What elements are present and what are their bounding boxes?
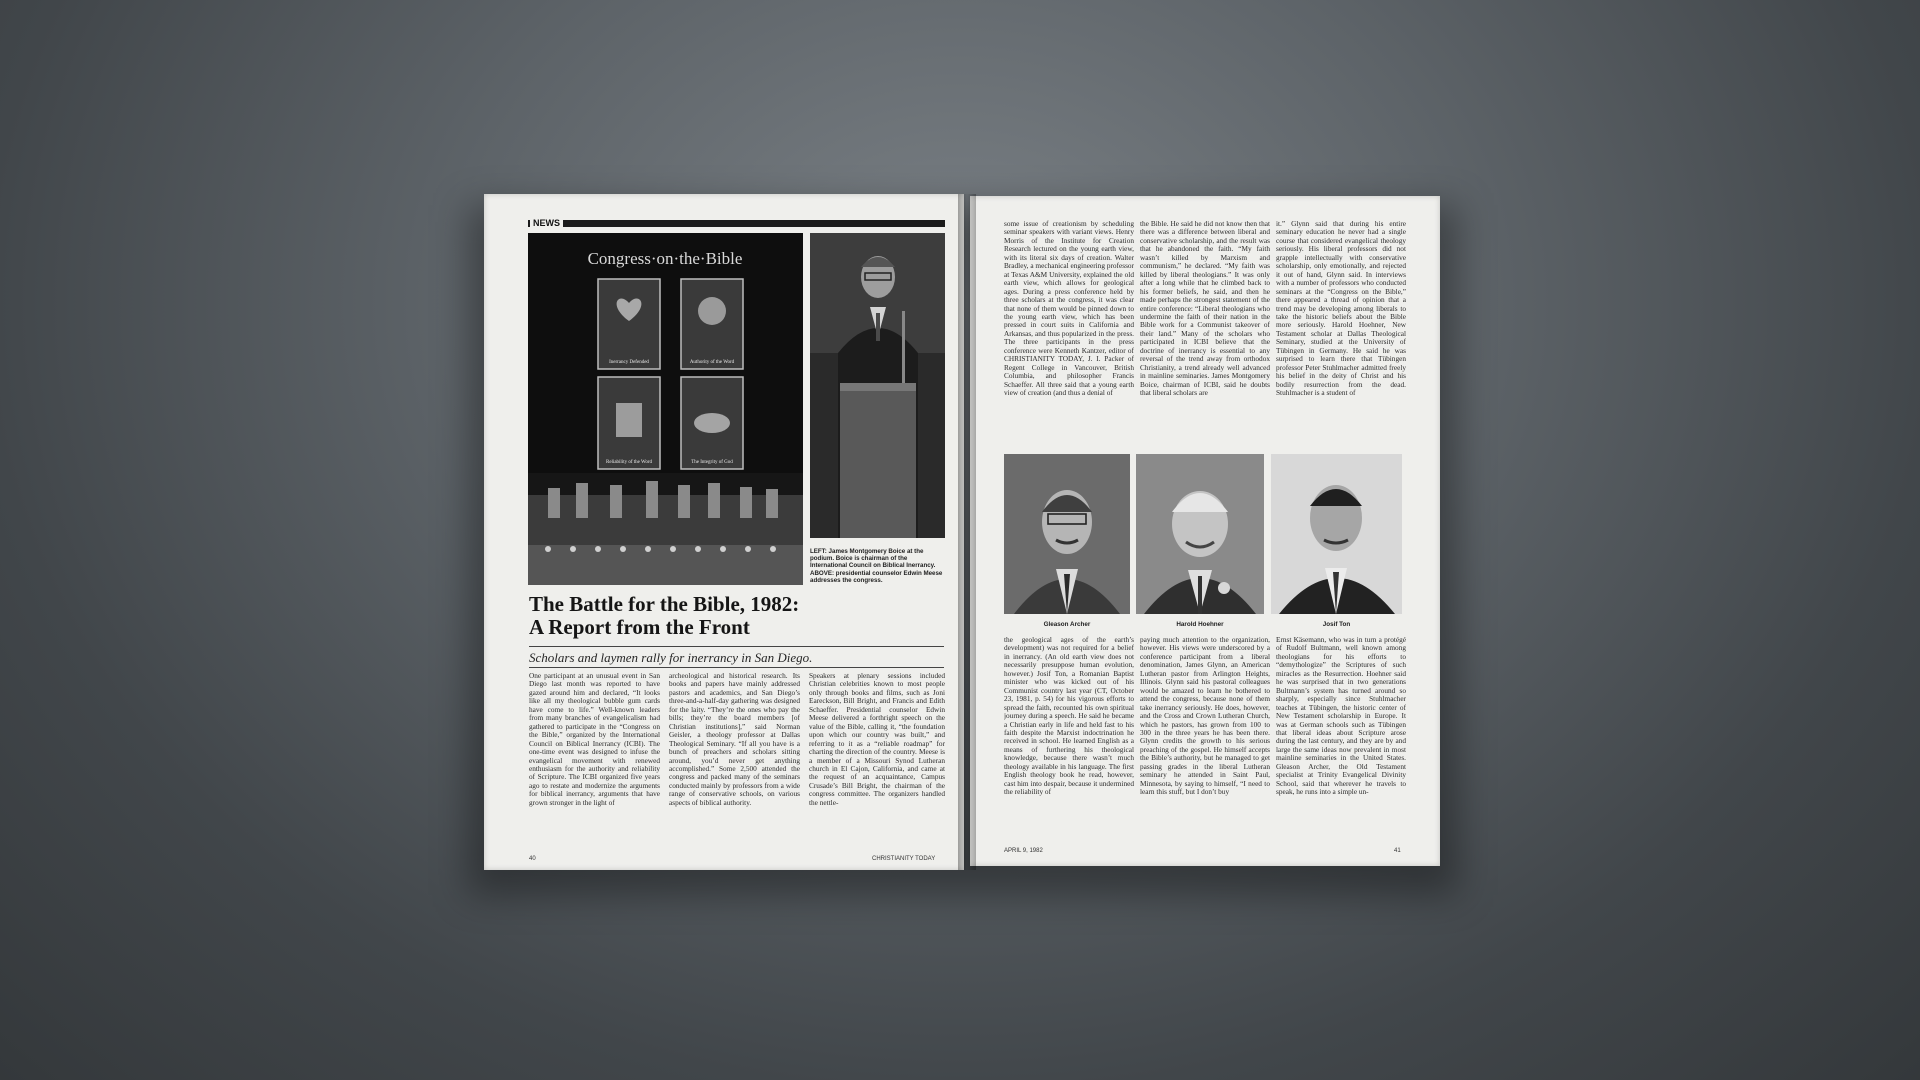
headline-line-1: The Battle for the Bible, 1982: — [529, 592, 800, 616]
portrait-harold-hoehner — [1136, 454, 1264, 614]
right-top-column-3: it.” Glynn said that during his entire seminary education he never had a single course that considered evangelical theology seriously. His liberal professors did not grapple intellectually with conservative scholarship, only emotionally, and rejected it out of hand, Glynn said. In interviews with a number of professors who conducted seminars at the “Congress on the Bible,” there appeared a thread of opinion that a trend may be developing among liberals to take the historic beliefs about the Bible more seriously. Harold Hoehner, New Testament scholar at Dallas Theological Seminary, studied at the University of Tübingen in Germany. He said he was surprised to learn there that Tübingen professor Peter Stuhlmacher admitted freely his belief in the deity of Christ and his bodily resurrection from the dead. Stuhlmacher is a student of — [1276, 220, 1406, 398]
folio-page-number: 40 — [529, 856, 536, 862]
right-bottom-column-3: Ernst Käsemann, who was in turn a protégé of Rudolf Bultmann, well known among theologians for his efforts to “demythologize” the Scriptures of such miracles as the Resurrection. Hoehner said he was surprised that in two generations Bultmann’s system has turned around so sharply, especially since Stuhlmacher teaches at Tübingen, the historic center of New Testament scholarship in Europe. It was at German schools such as Tübingen that liberal ideas about Scripture arose during the last century, and they are by and large the same ideas now prevalent in most mainline seminaries in the United States. Gleason Archer, the Old Testament specialist at Trinity Evangelical Divinity School, said that wherever he travels to speak, he runs into a simple un- — [1276, 636, 1406, 797]
portrait-gleason-archer — [1004, 454, 1130, 614]
news-rule — [528, 220, 945, 227]
caption-gleason-archer: Gleason Archer — [1043, 621, 1091, 628]
banner-label-3: Reliability of the Word — [605, 460, 653, 465]
speaker-podium-photo — [810, 233, 945, 538]
subhead-rule — [529, 667, 944, 668]
caption-josif-ton: Josif Ton — [1322, 621, 1351, 628]
headline-rule — [529, 646, 944, 647]
left-column-2: archeological and historical research. Its books and papers have mainly addressed pastors and academics, and San Diego’s three-and-a-half-day gathering was designed for the laity. “They’re the ones who pay the bills; they’re the board members [of Christian institutions],” said Norman Geisler, a theology professor at Dallas Theological Seminary. “If all you have is a bunch of preachers and scholars sitting around, you’d never get anything accomplished.” Some 2,500 attended the congress and packed many of the seminars conducted mainly by professors from a wide range of conservative schools, on various aspects of biblical authority. — [669, 672, 800, 807]
right-bottom-column-1: the geological ages of the earth’s development) was not required for a belief in inerrancy. (An old earth view does not necessarily presuppose human evolution, however.) Josif Ton, a Romanian Baptist minister who was kicked out of his Communist country last year (CT, October 23, 1981, p. 54) for his vigorous efforts to spread the faith, recounted his own spiritual journey during a speech. He said he became a Christian early in life and held fast to his faith despite the Marxist indoctrination he received in school. He learned English as a means of furthering his theological knowledge, because there wasn’t much theology available in his language. The first English theology book he read, however, cast him into despair, because it undermined the reliability of — [1004, 636, 1134, 797]
photo-sign-text: Congress·on·the·Bible — [587, 249, 743, 268]
banner-label-4: The Integrity of God — [691, 460, 733, 465]
caption-harold-hoehner: Harold Hoehner — [1176, 621, 1224, 628]
banner-label-2: Authority of the Word — [689, 360, 735, 365]
article-headline — [529, 593, 949, 639]
congress-stage-photo — [528, 233, 803, 585]
left-column-1: One participant at an unusual event in San Diego last month was reported to have gazed around him and declared, “It looks like all my theological bubble gum cards have come to life.” Well-known leaders from many branches of evangelicalism had gathered to participate in the “Congress on the Bible,” organized by the International Council on Biblical Inerrancy (ICBI). The one-time event was designed to infuse the evangelical movement with renewed enthusiasm for the authority and reliability of Scripture. The ICBI organized five years ago to restate and modernize the arguments for biblical inerrancy, arguments that have grown stronger in the light of — [529, 672, 660, 807]
left-page — [484, 194, 964, 870]
headline-line-2: A Report from the Front — [529, 615, 750, 639]
left-column-3: Speakers at plenary sessions included Christian celebrities known to most people only through books and films, such as Joni Eareckson, Bill Bright, and Francis and Edith Schaeffer. Presidential counselor Edwin Meese delivered a forthright speech on the value of the Bible, calling it, “the foundation upon which our country was built,” and referring to it as a “reliable roadmap” for charting the direction of the country. Meese is a member of a Missouri Synod Lutheran church in El Cajon, California, and came at the request of an acquaintance, Campus Crusade’s Bill Bright, the chairman of the congress committee. The organizers handled the nettle- — [809, 672, 945, 807]
spine-gutter — [958, 194, 976, 870]
section-tag: NEWS — [530, 218, 563, 229]
right-top-column-1: some issue of creationism by scheduling seminar speakers with variant views. Henry Morris of the Institute for Creation Research lectured on the young earth view, with its literal six days of creation. Walter Bradley, a mechanical engineering professor at Texas A&M University, explained the old earth view, which allows for geological ages. During a press conference held by three scholars at the congress, it was clear that none of them would be pinned down to the young earth view, which has been pressed in court suits in California and Arkansas, and thus popularized in the press. The three participants in the press conference were Kenneth Kantzer, editor of CHRISTIANITY TODAY, J. I. Packer of Regent College in Vancouver, British Columbia, and philosopher Francis Schaeffer. All three said that a young earth view of creation (and thus a denial of — [1004, 220, 1134, 398]
folio-magazine: CHRISTIANITY TODAY — [872, 856, 936, 862]
folio-page-number: 41 — [1394, 848, 1401, 854]
right-page — [970, 196, 1440, 866]
folio-date: APRIL 9, 1982 — [1004, 848, 1043, 854]
right-bottom-column-2: paying much attention to the organization, however. His views were underscored by a conference participant from a liberal denomination, James Glynn, an American Lutheran pastor from Arlington Heights, Illinois. Glynn said his pastoral colleagues would be amazed to learn he bothered to attend the congress, because none of them take inerrancy seriously. He does, however, and the Cross and Crown Lutheran Church, which he pastors, has grown from 100 to 300 in the three years he has been there. Glynn credits the growth to his serious preaching of the gospel. He himself accepts the Bible’s authority, but he managed to get passing grades in the liberal Lutheran seminary he attended in Saint Paul, Minnesota, by saying to himself, “I need to learn this stuff, but I don’t buy — [1140, 636, 1270, 797]
article-subhead: Scholars and laymen rally for inerrancy in San Diego. — [529, 650, 813, 665]
right-top-column-2: the Bible. He said he did not know then that there was a difference between liberal and conservative scholarship, and the result was that he abandoned the faith. “My faith wasn’t killed by Marxism and communism,” he declared. “My faith was killed by liberal theologians.” It was only after a long while that he climbed back to his former beliefs, he said, and then he made perhaps the strongest statement of the entire conference: “Liberal theologians who undermine the faith of their nation in the Bible work for a Communist takeover of their land.” Many of the scholars who participated in ICBI believe that the doctrine of inerrancy is essential to any reversal of the trend away from orthodox Christianity, a trend already well advanced in mainline seminaries. James Montgomery Boice, chairman of ICBI, said he doubts that liberal scholars are — [1140, 220, 1270, 398]
photo-caption: LEFT: James Montgomery Boice at the podium. Boice is chairman of the International Council on Biblical Inerrancy. ABOVE: presidential counselor Edwin Meese addresses the congress. — [810, 548, 943, 584]
banner-label-1: Inerrancy Defended — [609, 360, 649, 365]
portrait-josif-ton — [1271, 454, 1402, 614]
